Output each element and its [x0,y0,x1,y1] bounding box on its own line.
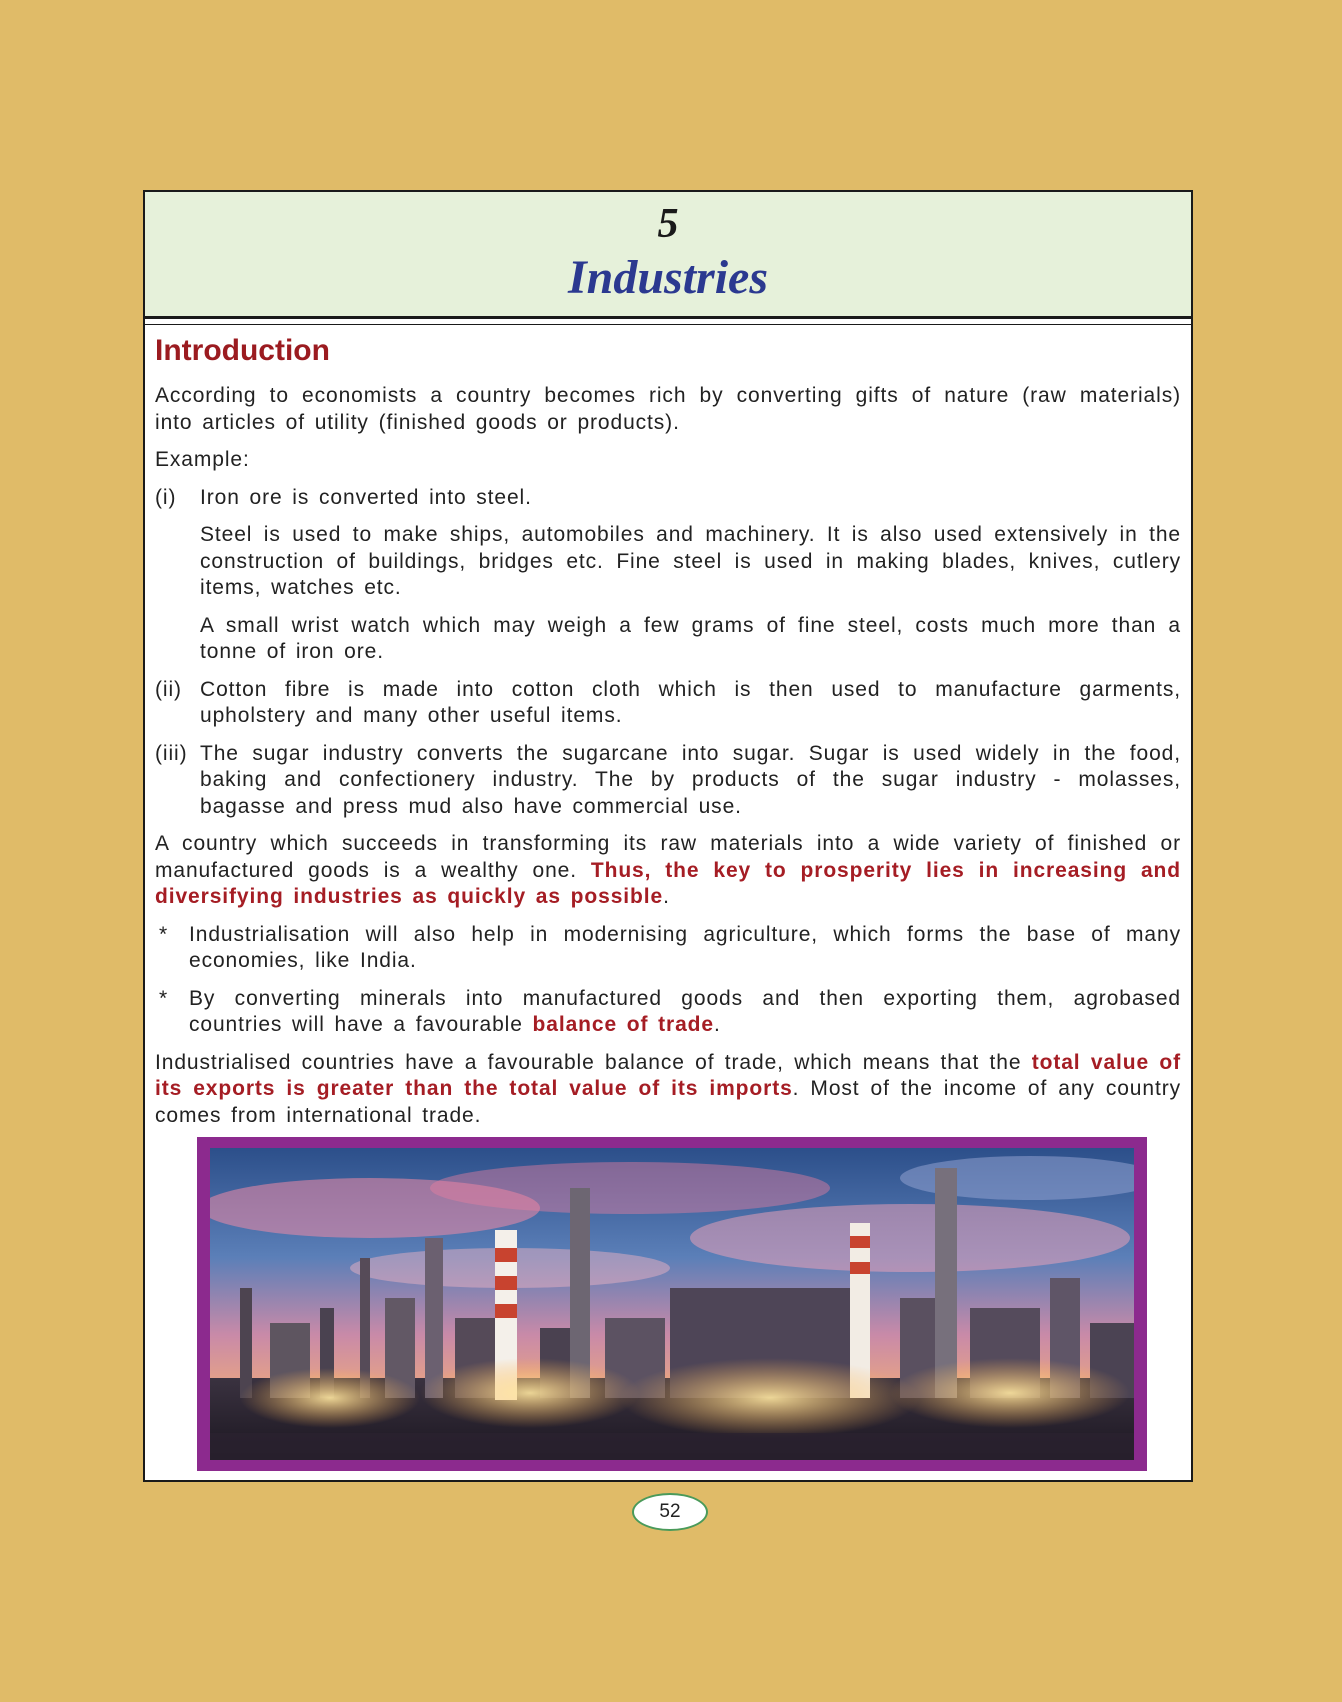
item-label: (i) [155,485,177,509]
prosperity-end: . [663,885,670,908]
industrial-refinery-photo [210,1148,1134,1460]
example-item [155,741,1181,821]
bullet-body-text: Industrialisation will also help in modernising agriculture, which forms the base of many economies, like India. [189,922,1181,972]
bullet-item [155,922,1181,975]
intro-paragraph: According to economists a country becomes rich by converting gifts of nature (raw materials) into articles of utility (finished goods or products). [155,384,1181,434]
page-number: 52 [632,1493,708,1531]
trade-highlight: total value of its exports is greater than the total value of its imports [155,1050,1181,1100]
bullet-item [155,986,1181,1039]
item-paragraph: Cotton fibre is made into cotton cloth which is then used to manufacture garments, upholstery and many other useful items. [200,677,1181,727]
section-heading: Introduction [155,334,330,367]
chapter-title: Industries [567,251,769,304]
trade-text: Industrialised countries have a favourable balance of trade, which means that the [155,1050,1032,1074]
item-body [200,485,1181,666]
bullet-highlight: balance of trade [532,1013,714,1036]
trade-end: . Most of the income of any country comes from international trade. [155,1077,1181,1127]
bullet-text [189,922,1181,975]
content [145,319,1191,1129]
bullet-text [189,986,1181,1039]
item-body [200,677,1181,730]
item-label: (iii) [155,741,188,765]
industry-photo-frame [197,1137,1147,1471]
asterisk-icon: * [159,922,169,946]
example-item [155,677,1181,730]
prosperity-text: A country which succeeds in transforming its raw materials into a wide variety of finished or manufactured goods is a wealthy one. [155,832,1181,882]
item-paragraph: The sugar industry converts the sugarcane into sugar. Sugar is used widely in the food, baking and confectionery industry. The by products of the sugar industry - molasses, bagasse and press mud also have commercial use. [200,741,1181,818]
example-item [155,485,1181,666]
chapter-header [145,192,1191,319]
item-label: (ii) [155,677,182,701]
asterisk-icon: * [159,986,169,1010]
prosperity-highlight: Thus, the key to prosperity lies in increasing and diversifying industries as quickly as possible [155,858,1181,908]
header-divider [145,324,1191,325]
chapter-number: 5 [657,201,679,247]
example-label: Example: [155,448,250,471]
item-paragraph: A small wrist watch which may weigh a few grams of fine steel, costs much more than a tonne of iron ore. [200,613,1181,663]
bullet-end: . [713,1013,721,1036]
bullet-body-text: By converting minerals into manufactured goods and then exporting them, agrobased countries will have a favourable [189,986,1181,1036]
prosperity-paragraph [155,831,1181,911]
item-paragraph: Steel is used to make ships, automobiles and machinery. It is also used extensively in the construction of buildings, bridges etc. Fine steel is used in making blades, knives, cutlery items, watches etc. [200,523,1181,599]
trade-paragraph [155,1050,1181,1130]
item-body [200,741,1181,821]
page-frame [143,190,1193,1482]
item-paragraph: Iron ore is converted into steel. [200,485,532,509]
